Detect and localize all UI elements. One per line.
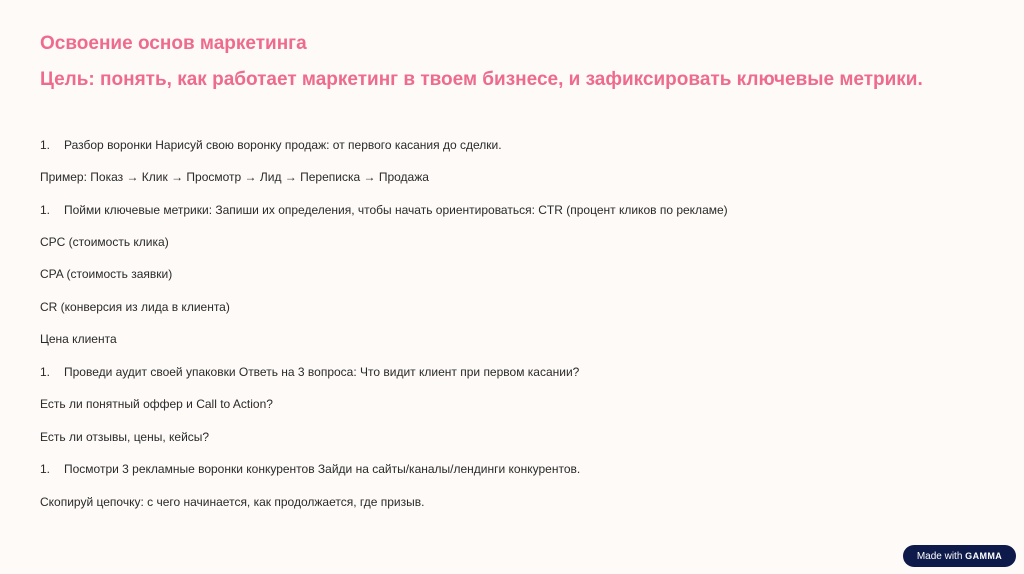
list-number: 1. <box>40 462 51 476</box>
list-item <box>40 138 502 152</box>
made-with-gamma-badge[interactable] <box>903 545 1016 567</box>
list-text: Есть ли понятный оффер и Call to Action? <box>40 397 273 411</box>
list-item <box>40 332 117 346</box>
list-text: CR (конверсия из лида в клиента) <box>40 300 230 314</box>
list-number: 1. <box>40 203 51 217</box>
list-number: 1. <box>40 365 51 379</box>
gamma-logo: GAMMA <box>965 551 1003 561</box>
list-text: Есть ли отзывы, цены, кейсы? <box>40 430 210 444</box>
list-text: Проведи аудит своей упаковки Ответь на 3 вопроса: Что видит клиент при первом касании? <box>64 365 580 379</box>
list-text: Разбор воронки Нарисуй свою воронку продаж: от первого касания до сделки. <box>64 138 502 152</box>
list-item <box>40 203 728 217</box>
page-title: Освоение основ маркетинга <box>40 33 307 54</box>
list-item <box>40 235 169 249</box>
list-text: Цена клиента <box>40 332 117 346</box>
list-item <box>40 462 580 476</box>
list-item <box>40 397 273 411</box>
list-text: Пойми ключевые метрики: Запиши их определения, чтобы начать ориентироваться: CTR (процент кликов по рекламе) <box>64 203 728 217</box>
list-text: Пример: Показ → Клик → Просмотр → Лид → Переписка → Продажа <box>40 170 429 184</box>
badge-prefix: Made with <box>916 551 963 562</box>
list-item <box>40 430 209 444</box>
list-text: Посмотри 3 рекламные воронки конкурентов Зайди на сайты/каналы/лендинги конкурентов. <box>64 462 581 476</box>
list-item <box>40 170 429 184</box>
list-item <box>40 365 579 379</box>
list-item <box>40 267 172 281</box>
list-text: CPA (стоимость заявки) <box>40 267 173 281</box>
list-text: CPC (стоимость клика) <box>40 235 169 249</box>
list-item <box>40 300 230 314</box>
list-item <box>40 495 424 509</box>
page-subtitle: Цель: понять, как работает маркетинг в твоем бизнесе, и зафиксировать ключевые метрики. <box>40 69 923 90</box>
list-number: 1. <box>40 138 51 152</box>
list-text: Скопируй цепочку: с чего начинается, как продолжается, где призыв. <box>40 495 425 509</box>
